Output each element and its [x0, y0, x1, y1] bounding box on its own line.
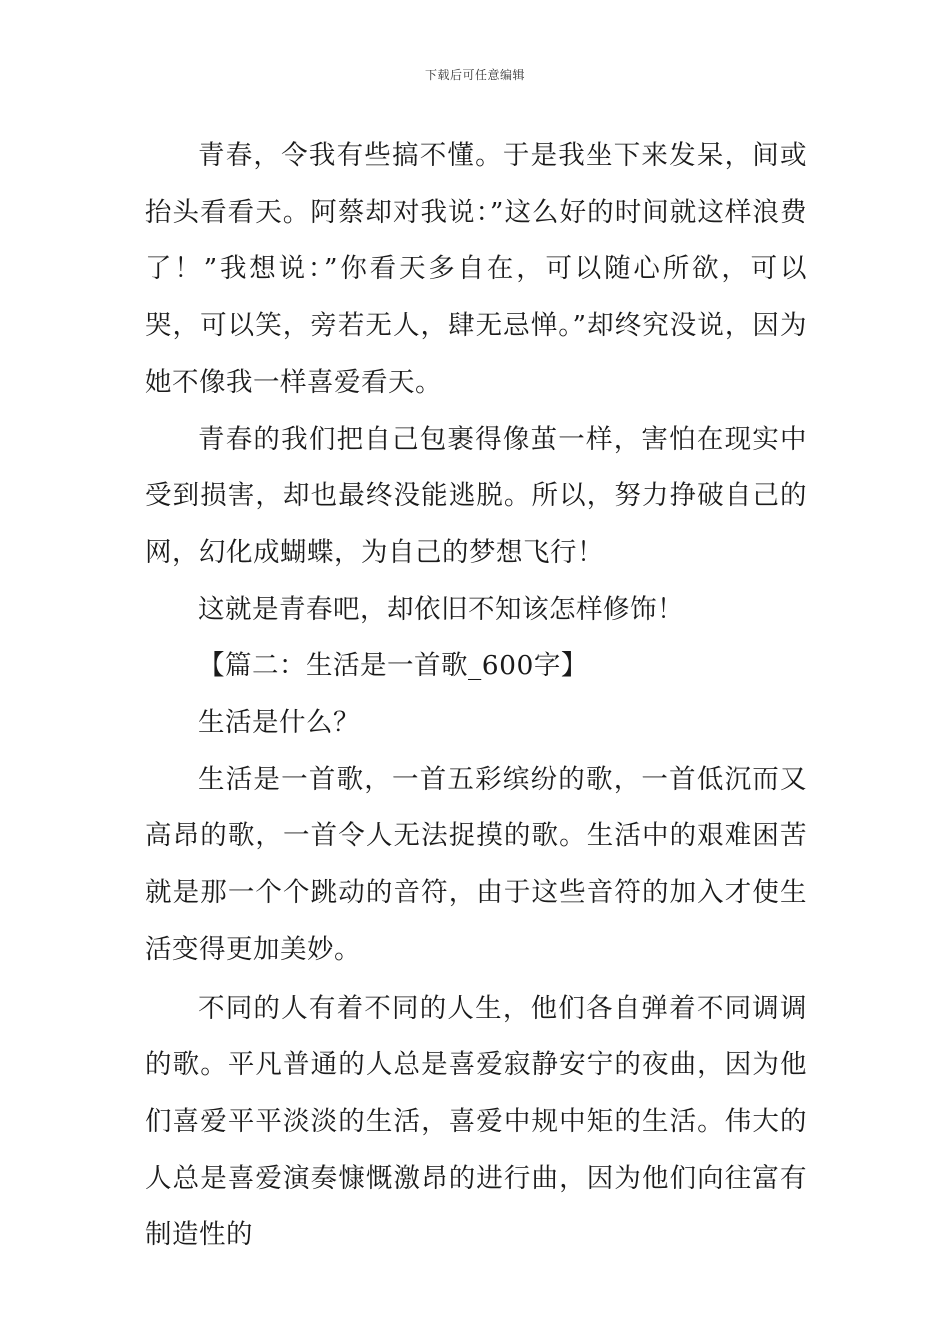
paragraph-different-people: 不同的人有着不同的人生，他们各自弹着不同调调的歌。平凡普通的人总是喜爱寂静安宁的夜曲，因为他们喜爱平平淡淡的生活，喜爱中规中矩的生活。伟大的人总是喜爱演奏慷慨激昂的进行曲，因为他们向往富有制造性的: [145, 992, 807, 1251]
paragraph-youth-closing: 这就是青春吧，却依旧不知该怎样修饰！: [198, 593, 684, 625]
paragraph-youth-sky: 青春，令我有些搞不懂。于是我坐下来发呆，间或抬头看看天。阿蔡却对我说：”这么好的时间就这样浪费了！”我想说：”你看天多自在，可以随心所欲，可以哭，可以笑，旁若无人，肆无忌惮。”却终究没说，因为她不像我一样喜爱看天。: [145, 140, 807, 398]
paragraph-youth-cocoon: 青春的我们把自己包裹得像茧一样，害怕在现实中受到损害，却也最终没能逃脱。所以，努力挣破自己的网，幻化成蝴蝶，为自己的梦想飞行！: [145, 423, 807, 568]
section-heading: 【篇二：生活是一首歌_600字】: [198, 650, 588, 682]
paragraph-life-song: 生活是一首歌，一首五彩缤纷的歌，一首低沉而又高昂的歌，一首令人无法捉摸的歌。生活中的艰难困苦就是那一个个跳动的音符，由于这些音符的加入才使生活变得更加美妙。: [145, 763, 807, 965]
document-body: [145, 128, 807, 1264]
page-header-note: 下载后可任意编辑: [424, 68, 525, 82]
paragraph-question: 生活是什么？: [198, 707, 360, 739]
